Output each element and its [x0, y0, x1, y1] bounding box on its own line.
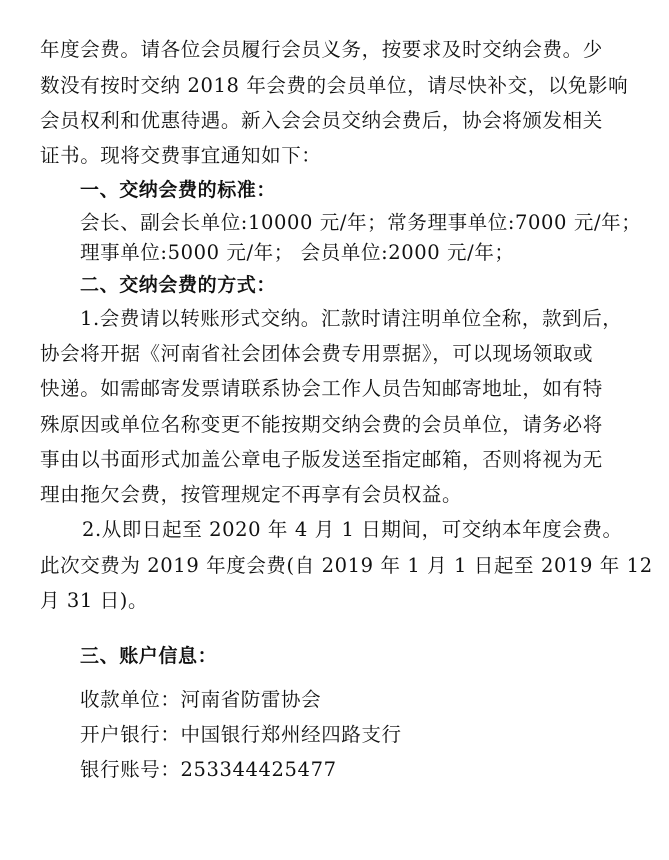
intro-line-1: 年度会费。请各位会员履行会员义务，按要求及时交纳会费。少	[40, 38, 603, 61]
intro-line-4: 证书。现将交费事宜通知如下：	[40, 144, 322, 167]
section-2-item-1-line-5: 事由以书面形式加盖公章电子版发送至指定邮箱，否则将视为无	[40, 448, 603, 471]
bank-line: 开户银行：中国银行郑州经四路支行	[80, 723, 402, 746]
section-2-heading: 二、交纳会费的方式：	[80, 274, 277, 296]
payee-line: 收款单位：河南省防雷协会	[80, 688, 322, 711]
section-2-item-1-line-6: 理由拖欠会费，按管理规定不再享有会员权益。	[40, 483, 463, 506]
section-3-heading: 三、账户信息：	[80, 645, 218, 667]
section-2-item-1-line-1: 1.会费请以转账形式交纳。汇款时请注明单位全称，款到后，	[80, 307, 623, 330]
section-2-item-1-line-3: 快递。如需邮寄发票请联系协会工作人员告知邮寄地址，如有特	[40, 377, 603, 400]
section-2-item-2-line-1: 2.从即日起至 2020 年 4 月 1 日期间，可交纳本年度会费。	[82, 518, 623, 541]
section-1-line-1: 会长、副会长单位:10000 元/年；常务理事单位:7000 元/年；	[80, 211, 642, 234]
section-2-item-2-line-3: 月 31 日)。	[40, 589, 149, 612]
section-2-item-2-line-2: 此次交费为 2019 年度会费(自 2019 年 1 月 1 日起至 2019 年 12	[40, 554, 653, 577]
account-number-line: 银行账号：253344425477	[80, 758, 337, 781]
intro-line-2: 数没有按时交纳 2018 年会费的会员单位，请尽快补交，以免影响	[40, 74, 629, 97]
section-2-item-1-line-4: 殊原因或单位名称变更不能按期交纳会费的会员单位，请务必将	[40, 413, 603, 436]
section-2-item-1-line-2: 协会将开据《河南省社会团体会费专用票据》，可以现场领取或	[40, 342, 594, 365]
intro-line-3: 会员权利和优惠待遇。新入会会员交纳会费后，协会将颁发相关	[40, 109, 603, 132]
section-1-heading: 一、交纳会费的标准：	[80, 179, 277, 201]
section-1-line-2: 理事单位:5000 元/年； 会员单位:2000 元/年；	[80, 241, 515, 264]
